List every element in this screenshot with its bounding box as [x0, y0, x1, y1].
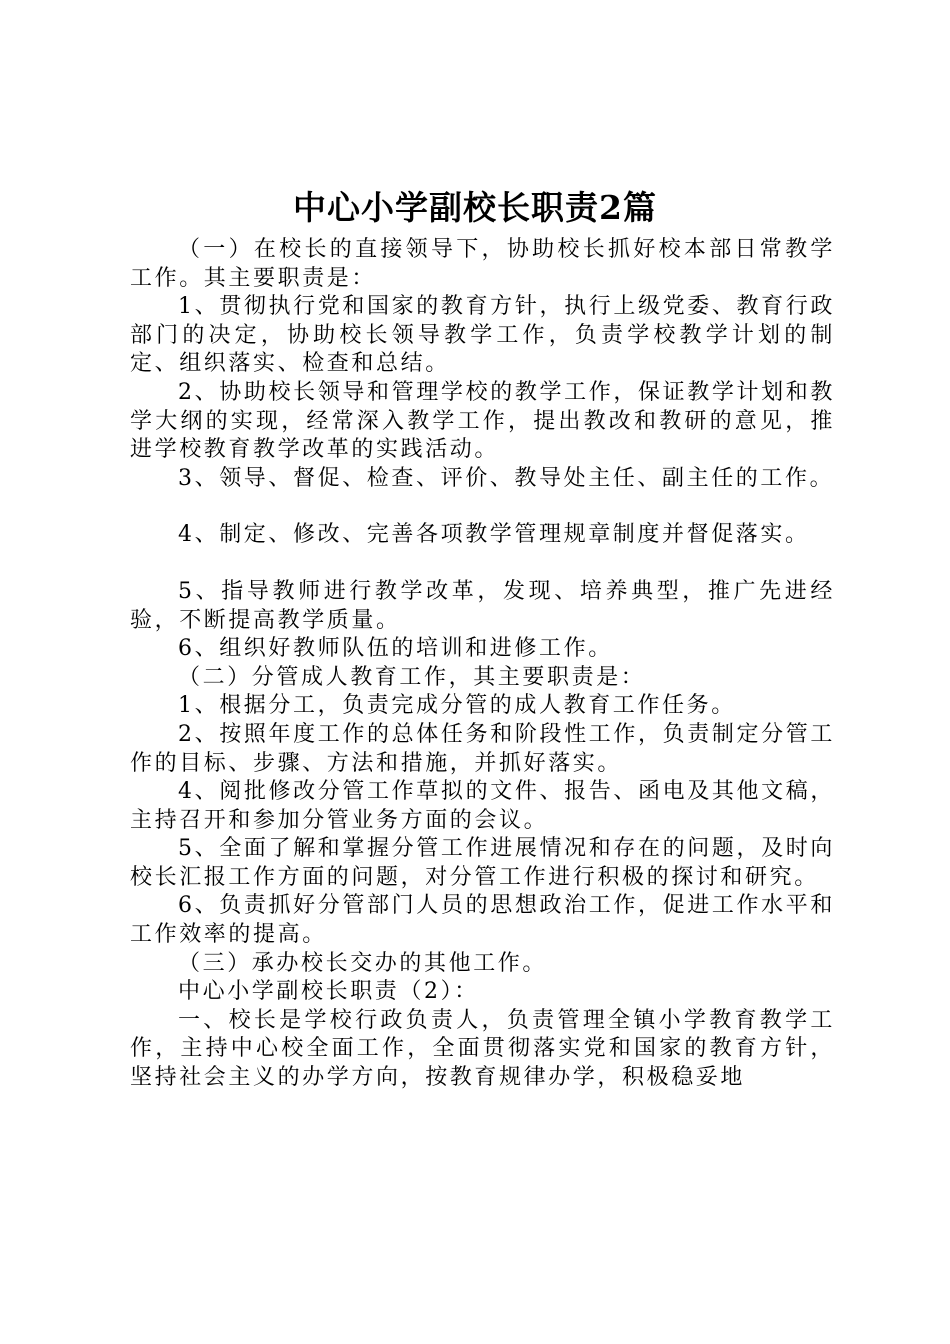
- paragraph: 5、全面了解和掌握分管工作进展情况和存在的问题，及时向校长汇报工作方面的问题，对分管工作进行积极的探讨和研究。: [130, 836, 835, 890]
- paragraph: 1、根据分工，负责完成分管的成人教育工作任务。: [178, 693, 736, 719]
- paragraph: （一）在校长的直接领导下，协助校长抓好校本部日常教学工作。其主要职责是：: [130, 237, 835, 291]
- paragraph: 2、按照年度工作的总体任务和阶段性工作，负责制定分管工作的目标、步骤、方法和措施，并抓好落实。: [130, 721, 835, 776]
- document-body: [130, 236, 835, 1093]
- paragraph: 3、领导、督促、检查、评价、教导处主任、副主任的工作。: [178, 465, 835, 491]
- paragraph: 5、指导教师进行教学改革，发现、培养典型，推广先进经验，不断提高教学质量。: [130, 578, 835, 633]
- paragraph: 1、贯彻执行党和国家的教育方针，执行上级党委、教育行政部门的决定，协助校长领导教学工作，负责学校教学计划的制定、组织落实、检查和总结。: [130, 294, 835, 377]
- paragraph: 一、校长是学校行政负责人，负责管理全镇小学教育教学工作，主持中心校全面工作，全面贯彻落实党和国家的教育方针，坚持社会主义的办学方向，按教育规律办学，积极稳妥地: [130, 1007, 835, 1091]
- document-title: 中心小学副校长职责2篇: [293, 188, 657, 227]
- paragraph: 2、协助校长领导和管理学校的教学工作，保证教学计划和教学大纲的实现，经常深入教学工作，提出教改和教研的意见，推进学校教育教学改革的实践活动。: [130, 379, 835, 463]
- paragraph: 4、制定、修改、完善各项教学管理规章制度并督促落实。: [178, 522, 810, 548]
- paragraph: （二）分管成人教育工作，其主要职责是：: [178, 664, 646, 690]
- paragraph: 4、阅批修改分管工作草拟的文件、报告、函电及其他文稿，主持召开和参加分管业务方面的会议。: [130, 779, 835, 833]
- paragraph: 6、组织好教师队伍的培训和进修工作。: [178, 636, 613, 662]
- paragraph: 6、负责抓好分管部门人员的思想政治工作，促进工作水平和工作效率的提高。: [130, 893, 835, 948]
- paragraph: （三）承办校长交办的其他工作。: [178, 950, 548, 976]
- paragraph: 中心小学副校长职责（2）：: [178, 979, 479, 1005]
